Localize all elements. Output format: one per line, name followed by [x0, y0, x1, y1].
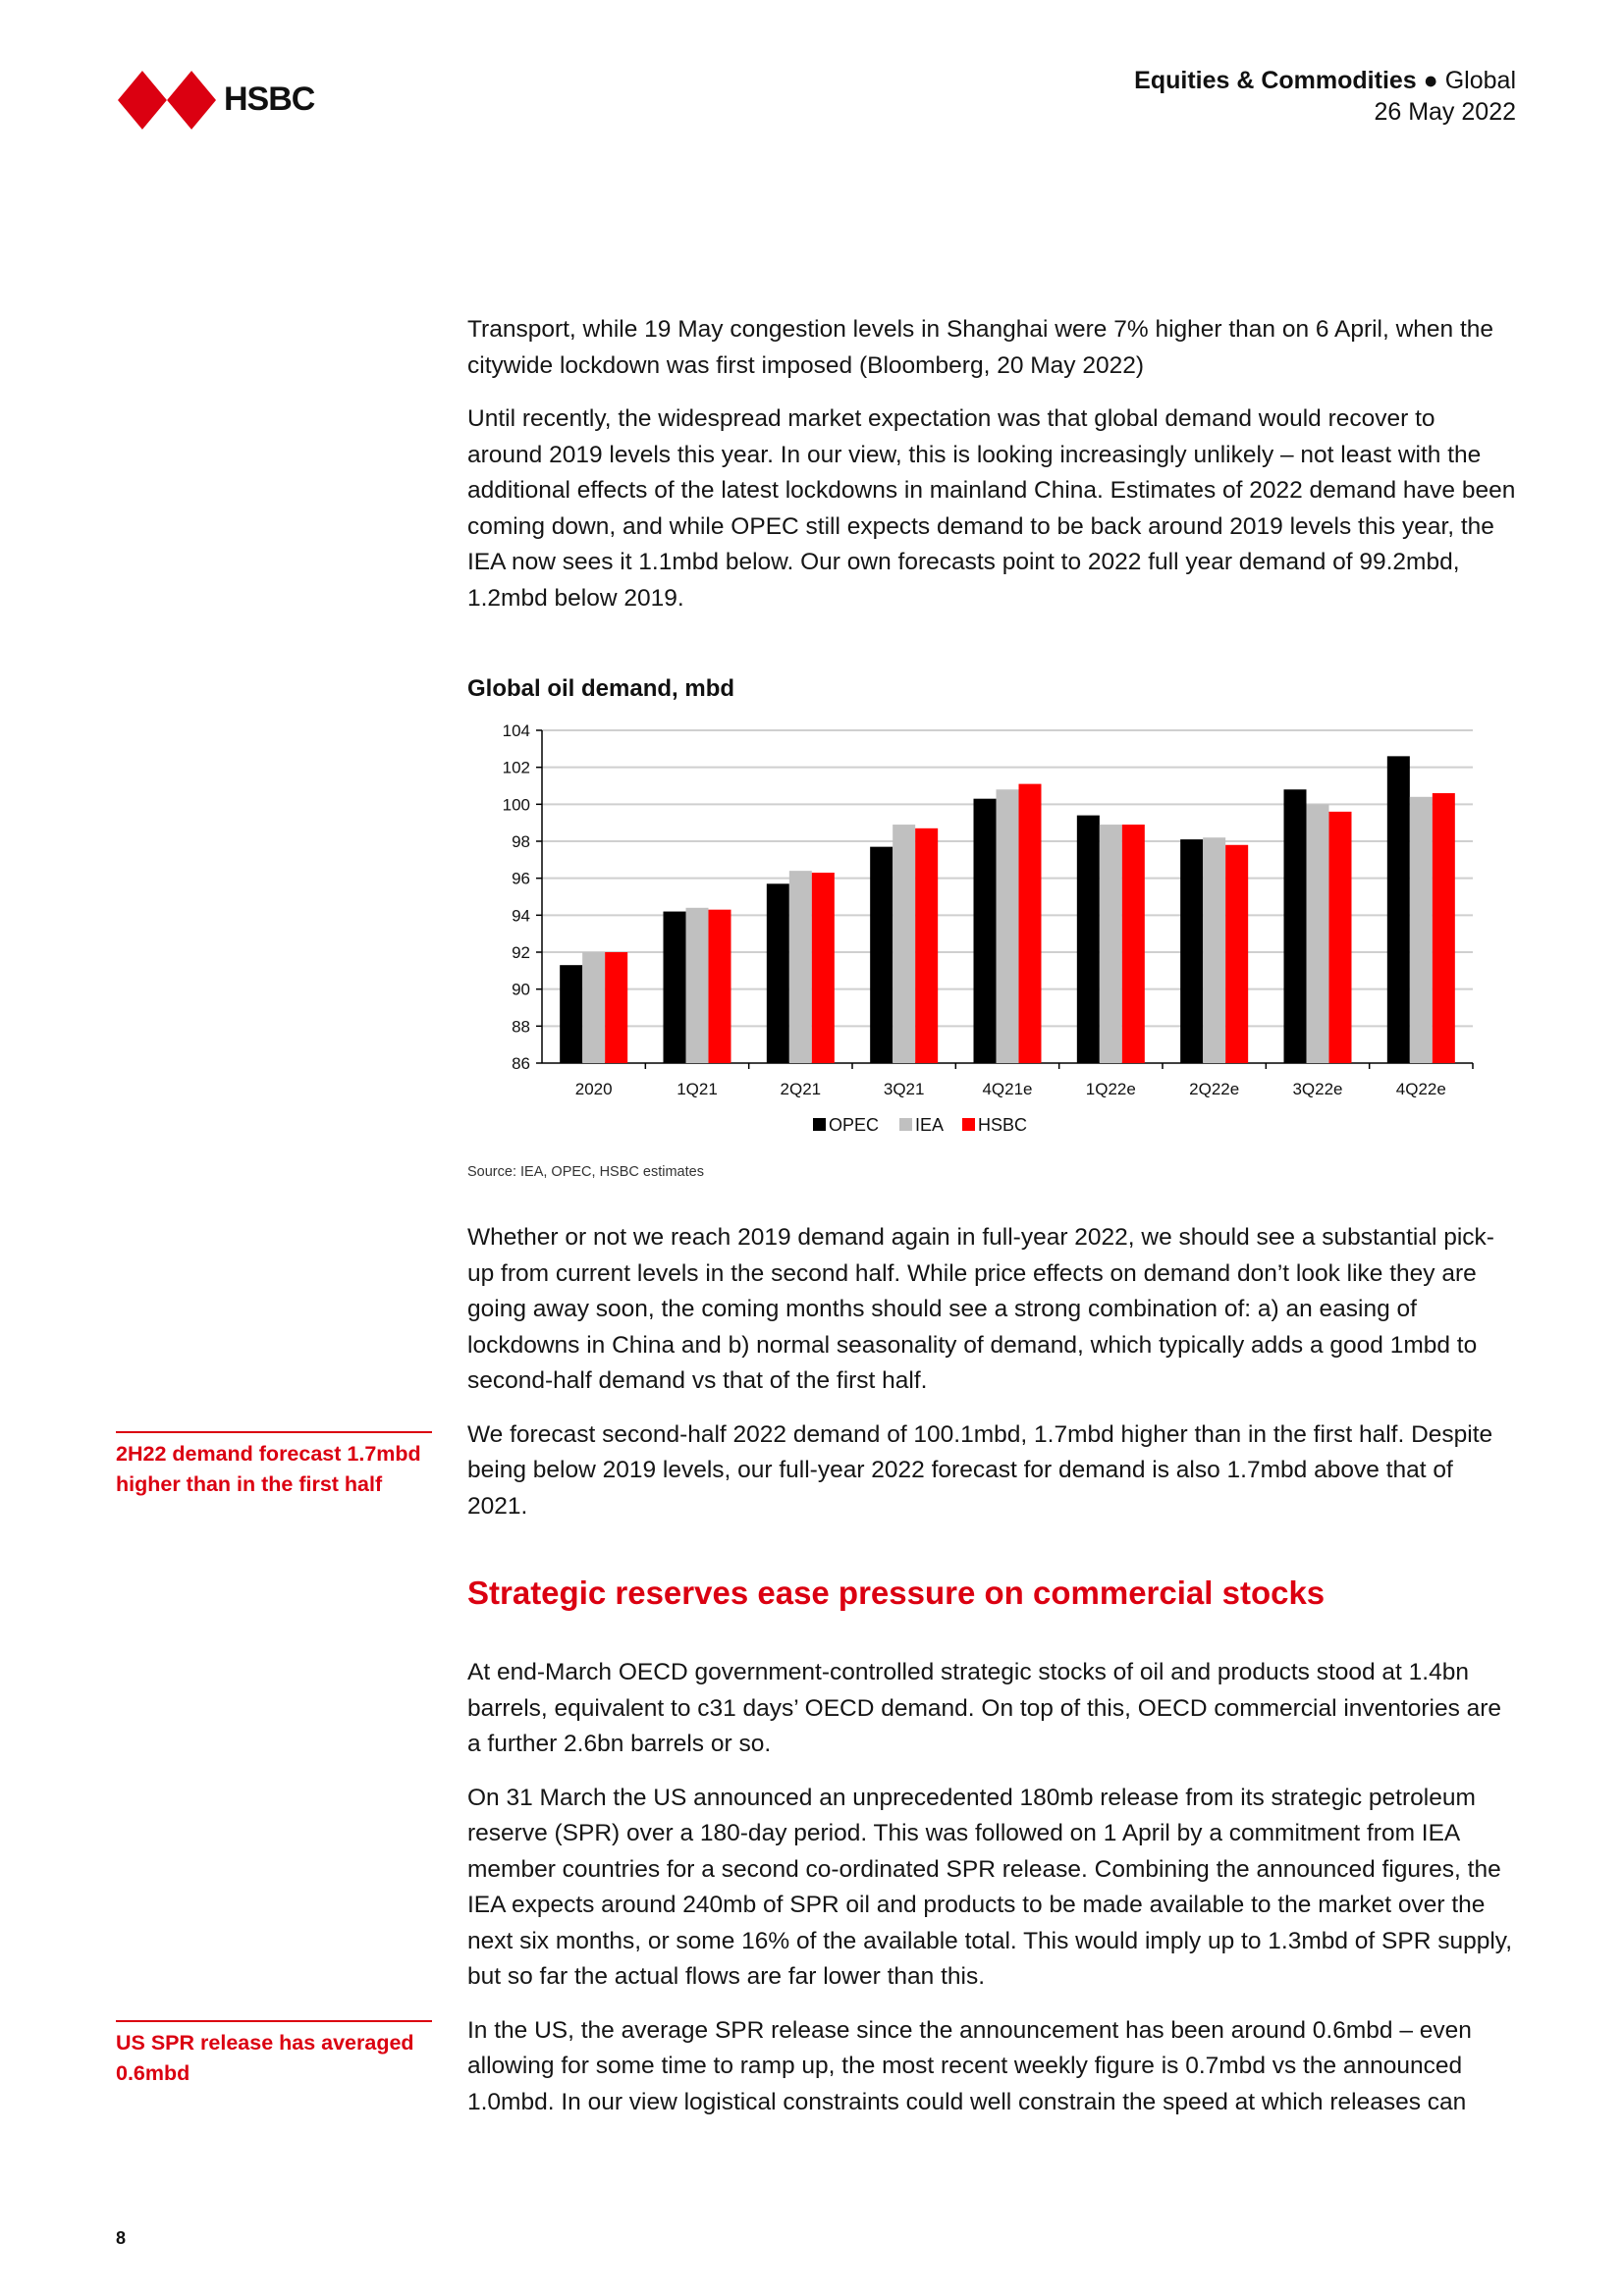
chart-title: Global oil demand, mbd — [467, 675, 735, 702]
report-header — [1134, 65, 1516, 128]
legend-swatch-iea — [899, 1118, 912, 1131]
reserves-text — [467, 1655, 1516, 2120]
bar-hsbc — [915, 828, 938, 1063]
bar-hsbc — [1225, 845, 1248, 1063]
bar-hsbc — [1433, 793, 1455, 1063]
section-label: Equities & Commodities — [1134, 67, 1417, 94]
paragraph: We forecast second-half 2022 demand of 100.1mbd, 1.7mbd higher than in the first half. Despite being below 2019 levels, our full-year 2022 forecast for demand is also 1.7mbd above that of 2021. — [467, 1420, 1493, 1520]
paragraph: Transport, while 19 May congestion levels in Shanghai were 7% higher than on 6 April, when the citywide lockdown was first imposed (Bloomberg, 20 May 2022) — [467, 316, 1494, 379]
bar-opec — [1387, 756, 1410, 1063]
bar-opec — [1284, 789, 1307, 1063]
y-tick-label: 104 — [502, 721, 530, 740]
y-tick-label: 98 — [512, 832, 530, 851]
bar-hsbc — [812, 873, 835, 1063]
x-tick-label: 4Q22e — [1395, 1080, 1446, 1098]
intro-text — [467, 312, 1516, 616]
y-tick-label: 94 — [512, 906, 530, 926]
y-tick-label: 86 — [512, 1054, 530, 1073]
x-tick-label: 1Q22e — [1085, 1080, 1136, 1098]
bar-opec — [767, 883, 789, 1063]
bar-hsbc — [1019, 784, 1042, 1063]
paragraph: Whether or not we reach 2019 demand again in full-year 2022, we should see a substantial pick-up from current levels in the second half. While price effects on demand don’t look like they are going away soon, the coming months should see a strong combination of: a) an easing of lockdowns in China and b) normal seasonality of demand, which typically adds a good 1mbd to second-half demand vs that of the first half. — [467, 1224, 1494, 1394]
x-tick-label: 2Q21 — [780, 1080, 822, 1098]
page-number: 8 — [116, 2228, 127, 2248]
section-heading: Strategic reserves ease pressure on commercial stocks — [467, 1575, 1326, 1611]
y-tick-label: 88 — [512, 1017, 530, 1037]
y-tick-label: 92 — [512, 943, 530, 962]
y-tick-label: 102 — [502, 758, 530, 777]
bar-iea — [893, 825, 915, 1063]
legend-swatch-hsbc — [962, 1118, 975, 1131]
bar-hsbc — [1329, 812, 1352, 1063]
bar-iea — [1203, 837, 1225, 1063]
bar-iea — [686, 908, 709, 1063]
oil-demand-bar-chart — [461, 715, 1483, 1176]
bar-hsbc — [1122, 825, 1145, 1063]
bar-iea — [1410, 797, 1433, 1063]
sidenote-demand: 2H22 demand forecast 1.7mbd higher than in the first half — [116, 1431, 432, 1500]
x-tick-label: 3Q21 — [883, 1080, 925, 1098]
x-tick-label: 4Q21e — [982, 1080, 1033, 1098]
bar-iea — [582, 952, 605, 1063]
bar-opec — [664, 912, 686, 1063]
chart-source: Source: IEA, OPEC, HSBC estimates — [467, 1164, 704, 1180]
legend-label-iea: IEA — [915, 1115, 945, 1135]
bar-hsbc — [709, 910, 731, 1063]
legend-swatch-opec — [813, 1118, 826, 1131]
x-tick-label: 1Q21 — [677, 1080, 718, 1098]
x-tick-label: 2020 — [574, 1080, 613, 1098]
bar-iea — [1307, 804, 1329, 1063]
paragraph: Until recently, the widespread market expectation was that global demand would recover to around 2019 levels this year. In our view, this is looking increasingly unlikely – not least with the additional effects of the latest lockdowns in mainland China. Estimates of 2022 demand have been coming down, and while OPEC still expects demand to be back around 2019 levels this year, the IEA now sees it 1.1mbd below. Our own forecasts point to 2022 full year demand of 99.2mbd, 1.2mbd below 2019. — [467, 405, 1516, 612]
bar-opec — [1077, 816, 1100, 1063]
brand-name: HSBC — [224, 80, 315, 118]
y-tick-label: 100 — [502, 795, 530, 815]
legend-label-hsbc: HSBC — [978, 1115, 1028, 1135]
y-tick-label: 90 — [512, 980, 530, 999]
bar-opec — [870, 847, 893, 1063]
sidenote-spr: US SPR release has averaged 0.6mbd — [116, 2020, 432, 2089]
legend-label-opec: OPEC — [829, 1115, 880, 1135]
region-label: Global — [1444, 67, 1516, 94]
bar-opec — [974, 799, 997, 1063]
paragraph: On 31 March the US announced an unprecedented 180mb release from its strategic petroleum reserve (SPR) over a 180-day period. This was followed on 1 April by a commitment from IEA member countries for a second co-ordinated SPR release. Combining the announced figures, the IEA expects around 240mb of SPR oil and products to be made available to the market over the next six months, or some 16% of the available total. This would imply up to 1.3mbd of SPR supply, but so far the actual flows are far lower than this. — [467, 1784, 1513, 1990]
x-tick-label: 3Q22e — [1292, 1080, 1343, 1098]
bar-iea — [997, 789, 1019, 1063]
bar-iea — [1100, 825, 1122, 1063]
paragraph: In the US, the average SPR release since the announcement has been around 0.6mbd – even allowing for some time to ramp up, the most recent weekly figure is 0.7mbd vs the announced 1.0mbd. In our view logistical constraints could well constrain the speed at which releases can — [467, 2016, 1472, 2115]
report-date: 26 May 2022 — [1374, 98, 1516, 126]
bar-iea — [789, 871, 812, 1063]
bar-hsbc — [605, 952, 627, 1063]
bar-opec — [560, 965, 582, 1063]
x-tick-label: 2Q22e — [1189, 1080, 1240, 1098]
bar-opec — [1180, 839, 1203, 1063]
hsbc-hexagon-icon — [118, 71, 216, 130]
y-tick-label: 96 — [512, 869, 530, 888]
hsbc-logo — [118, 71, 324, 130]
paragraph: At end-March OECD government-controlled strategic stocks of oil and products stood at 1.4bn barrels, equivalent to c31 days’ OECD demand. On top of this, OECD commercial inventories are a further 2.6bn barrels or so. — [467, 1659, 1502, 1757]
demand-text — [467, 1220, 1516, 1524]
bullet-separator: ● — [1423, 67, 1438, 94]
